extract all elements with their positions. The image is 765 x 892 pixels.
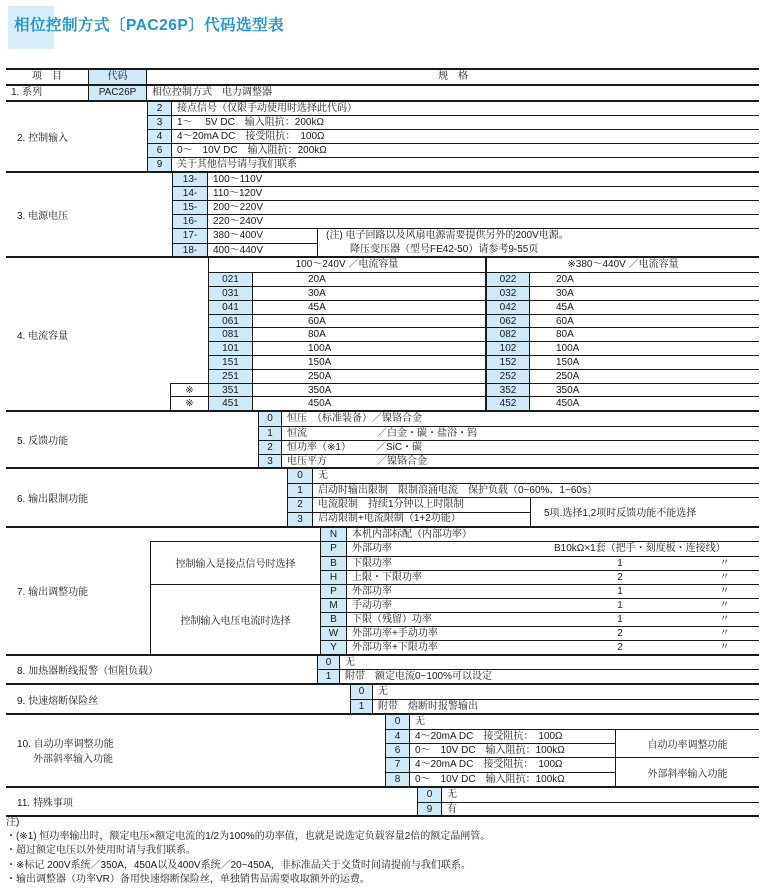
spec-cell: 0～ 10V DC 输入阻抗：100kΩ — [410, 743, 615, 757]
ditto-cell: 〃 — [690, 598, 759, 612]
table-row — [170, 314, 759, 328]
table-row — [417, 802, 759, 816]
subheader-cell: 100～240V ／电流容量 — [208, 258, 485, 272]
table-row — [170, 341, 759, 355]
code-cell: B — [320, 556, 347, 570]
qty-cell: 2 — [550, 626, 690, 640]
option-label: 下限功率 — [347, 556, 550, 570]
table-row-group — [172, 228, 759, 257]
value-cell: 100A — [530, 341, 759, 355]
option-label: 上限・下限功率 — [347, 570, 550, 584]
code-cell: 0 — [317, 656, 340, 670]
table-row — [170, 383, 759, 397]
spec-cell: 恒流 ／白金・碳・盐浴・钨 — [282, 426, 759, 440]
spec-table — [6, 68, 759, 817]
qty-cell: 1 — [550, 612, 690, 626]
note-line: 降压变压器（型号FE42-50）请参考9-55页 — [350, 243, 539, 255]
table-row — [170, 327, 759, 341]
spec-cell: 0～ 10V DC 输入阻抗：200kΩ — [172, 143, 759, 157]
subheader-cell: ※380～440V ／电流容量 — [485, 258, 759, 272]
item-label — [6, 715, 385, 786]
section-supply-voltage — [6, 171, 759, 257]
spec-cell: 电压平方 ／镍铬合金 — [282, 454, 759, 468]
section-control-input — [6, 100, 759, 171]
value-cell: 380～400V — [213, 229, 264, 241]
table-row — [320, 598, 759, 612]
note-cell — [317, 229, 759, 257]
code-cell: 252 — [485, 369, 530, 383]
table-row — [385, 772, 615, 786]
value-cell: 30A — [530, 286, 759, 300]
value-cell: 250A — [530, 369, 759, 383]
spacer-cell — [170, 341, 208, 355]
table-header-row — [6, 70, 759, 84]
section-current-capacity — [6, 256, 759, 410]
value-cell: 45A — [253, 300, 485, 314]
section-output-adjust — [6, 526, 759, 654]
code-cell: 102 — [485, 341, 530, 355]
note-line: (注) 电子回路以及风扇电源需要提供另外的200V电源。 — [326, 229, 569, 241]
table-row — [170, 286, 759, 300]
code-cell: 451 — [208, 396, 253, 410]
table-row — [172, 229, 317, 243]
spec-cell: 启动时输出限制 限制浪涌电流 保护负载（0~60%、1~60s） — [313, 483, 759, 497]
spec-cell: 4～20mA DC 接受阻抗： 100Ω — [415, 730, 563, 742]
code-cell: 9 — [147, 157, 172, 171]
spec-cell: 无 — [415, 715, 425, 727]
table-row — [385, 730, 615, 744]
code-cell: 1 — [287, 483, 313, 497]
item-label: 1. 系列 — [11, 86, 43, 98]
code-cell: 4 — [147, 129, 172, 143]
selector-cell: 控制输入是接点信号时选择 — [150, 542, 320, 583]
spec-cell: 无 — [318, 470, 328, 482]
spec-cell: 1～ 5V DC 输入阻抗：200kΩ — [172, 115, 759, 129]
table-row — [150, 528, 759, 542]
value-cell: 60A — [530, 314, 759, 328]
code-cell: 081 — [208, 327, 253, 341]
code-cell: 1 — [258, 426, 282, 440]
table-row — [320, 640, 759, 654]
footnotes — [6, 816, 759, 887]
code-cell: 061 — [208, 314, 253, 328]
code-cell: 3 — [287, 512, 313, 526]
spec-cell: 本机内部标配（内部功率） — [352, 528, 472, 540]
code-cell: 352 — [485, 383, 530, 397]
value-cell: 100～110V — [213, 173, 263, 185]
code-cell: 2 — [147, 102, 172, 116]
table-row-group — [150, 584, 759, 654]
table-row — [350, 685, 759, 699]
value-cell: 450A — [253, 396, 485, 410]
option-label: 外部功率 — [352, 585, 392, 597]
spacer-cell — [170, 369, 208, 383]
spec-cell: 启动限制+电流限制（1+2功能） — [313, 512, 530, 526]
code-cell: P — [320, 585, 347, 599]
spacer-cell — [170, 327, 208, 341]
table-row — [170, 355, 759, 369]
option-label: 手动功率 — [347, 598, 550, 612]
item-label-line1: 10. 自动功率调整功能 — [17, 739, 114, 751]
spec-cell: 4～20mA DC 接受阻抗： 100Ω — [172, 129, 759, 143]
footnote-line: ・※标记 200V系统／350A，450A以及400V系统／20~450A，非标准品关于交货时间请提前与我们联系。 — [6, 859, 471, 871]
code-cell: 0 — [258, 412, 282, 426]
value-cell: 60A — [253, 314, 485, 328]
value-cell: 30A — [253, 286, 485, 300]
code-cell: 452 — [485, 396, 530, 410]
spec-cell: 电流限制 持续1分钟以上时限制 — [318, 499, 464, 511]
ditto-cell: 〃 — [690, 626, 759, 640]
code-cell: 16- — [172, 214, 208, 228]
table-row — [320, 626, 759, 640]
code-cell: 032 — [485, 286, 530, 300]
qty-cell: 2 — [550, 640, 690, 654]
code-cell: 1 — [317, 669, 340, 683]
header-item: 项 目 — [32, 71, 62, 82]
spec-cell: 无 — [378, 686, 388, 698]
code-cell: 7 — [385, 758, 410, 772]
code-cell: 021 — [208, 272, 253, 286]
spec-cell: 恒功率（※1） ／SiC・碳 — [282, 440, 759, 454]
value-cell: 20A — [253, 272, 485, 286]
spec-cell: 接点信号（仅限手动使用时选择此代码） — [177, 102, 357, 114]
code-cell: 042 — [485, 300, 530, 314]
value-cell: 150A — [253, 355, 485, 369]
spec-cell: 无 — [345, 656, 355, 668]
code-cell: H — [320, 570, 347, 584]
table-row — [317, 669, 759, 683]
code-cell: 101 — [208, 341, 253, 355]
value-cell: 250A — [253, 369, 485, 383]
option-label: 下限（残留）功率 — [347, 612, 550, 626]
value-cell: 150A — [530, 355, 759, 369]
code-cell: 3 — [147, 115, 172, 129]
spacer-cell — [170, 272, 208, 286]
item-label: 11. 特殊事项 — [17, 798, 73, 810]
code-cell: 022 — [485, 272, 530, 286]
code-cell: 031 — [208, 286, 253, 300]
section-feedback — [6, 410, 759, 467]
value-cell: 100A — [253, 341, 485, 355]
code-cell: 2 — [258, 440, 282, 454]
option-label: 外部功率+手动功率 — [347, 626, 550, 640]
table-row — [147, 129, 759, 143]
table-row — [320, 570, 759, 584]
table-row — [172, 243, 317, 257]
value-cell: 20A — [530, 272, 759, 286]
code-cell: P — [320, 542, 347, 556]
table-row — [320, 612, 759, 626]
footnote-line: ・输出调整器（功率VR）备用快速熔断保险丝，单独销售品需要收取额外的运费。 — [6, 873, 370, 885]
table-row — [147, 157, 759, 171]
page-title: 相位控制方式〔PAC26P〕代码选型表 — [14, 17, 285, 34]
table-row — [320, 585, 759, 599]
item-label-line2: 外部斜率输入功能 — [33, 754, 113, 766]
value-cell: 220～240V — [208, 214, 759, 228]
code-cell: 3 — [258, 454, 282, 468]
spec-cell: 相位控制方式 电力调整器 — [152, 86, 272, 98]
code-cell: 0 — [350, 685, 373, 699]
value-cell: 350A — [530, 383, 759, 397]
code-cell: PAC26P — [88, 86, 147, 100]
spec-cell: 附带 额定电流0~100%可以设定 — [340, 669, 759, 683]
table-row — [170, 396, 759, 410]
qty-cell: 1 — [550, 556, 690, 570]
code-cell: 14- — [172, 186, 208, 200]
code-cell: N — [320, 528, 347, 542]
code-cell: 0 — [385, 715, 410, 729]
code-cell: Y — [320, 640, 347, 654]
section-auto-power — [6, 713, 759, 786]
spec-cell: 有 — [442, 802, 759, 816]
table-row-group — [385, 757, 759, 786]
code-cell: 4 — [385, 730, 410, 744]
code-cell: 0 — [417, 788, 442, 802]
spec-cell: 关于其他信号请与我们联系 — [172, 157, 759, 171]
item-label: 2. 控制输入 — [17, 132, 69, 144]
code-cell: W — [320, 626, 347, 640]
option-label: 外部功率 — [352, 543, 392, 555]
spacer-cell — [170, 286, 208, 300]
code-cell: 1 — [350, 699, 373, 713]
accessory-cell: B10kΩ×1套（把手・刻度板・连接线） — [554, 543, 726, 555]
table-row — [417, 788, 759, 802]
qty-cell: 1 — [550, 598, 690, 612]
note-cell: 自动功率调整功能 — [615, 730, 759, 758]
header-spec: 规 格 — [438, 71, 468, 82]
spacer-cell — [170, 355, 208, 369]
table-row — [350, 699, 759, 713]
table-row — [172, 214, 759, 228]
code-cell: 351 — [208, 383, 253, 397]
item-label: 8. 加热器断线报警（恒阻负载） — [17, 665, 159, 677]
code-cell: B — [320, 612, 347, 626]
ditto-cell: 〃 — [690, 612, 759, 626]
value-cell: 400～440V — [208, 243, 317, 257]
table-row — [172, 186, 759, 200]
ditto-cell: 〃 — [719, 585, 730, 597]
table-row — [320, 556, 759, 570]
note-cell: 5项.选择1,2项时反馈功能不能选择 — [530, 498, 759, 526]
option-label: 外部功率+下限功率 — [347, 640, 550, 654]
table-row — [258, 426, 759, 440]
code-cell: 9 — [417, 802, 442, 816]
table-row-group — [150, 541, 759, 583]
spacer-cell — [170, 258, 208, 272]
table-row — [385, 758, 615, 772]
value-cell: 110～120V — [208, 186, 759, 200]
qty-cell: 2 — [550, 570, 690, 584]
footnote-line: ・超过额定电压以外使用时请与我们联系。 — [6, 845, 196, 857]
spec-cell: 4～20mA DC 接受阻抗： 100Ω — [415, 759, 563, 771]
qty-cell: 1 — [617, 585, 623, 597]
table-row — [258, 440, 759, 454]
value-cell: 80A — [253, 327, 485, 341]
table-row — [317, 656, 759, 670]
table-row — [287, 483, 759, 497]
spacer-cell — [170, 314, 208, 328]
table-row — [287, 512, 530, 526]
table-row — [170, 369, 759, 383]
spec-cell: 恒压 （标准装备）／镍铬合金 — [287, 413, 422, 425]
section-heater-alarm — [6, 654, 759, 684]
item-label: 5. 反馈功能 — [17, 436, 69, 448]
code-cell: 151 — [208, 355, 253, 369]
table-row — [170, 300, 759, 314]
mark-cell: ※ — [170, 383, 208, 397]
section-special — [6, 786, 759, 816]
code-cell: 17- — [172, 229, 208, 243]
table-row-group — [385, 729, 759, 758]
selector-cell: 控制输入电压电流时选择 — [150, 585, 320, 654]
code-cell: 0 — [287, 469, 313, 483]
code-cell: M — [320, 598, 347, 612]
code-cell: 251 — [208, 369, 253, 383]
table-row — [287, 498, 530, 512]
spec-cell: 无 — [447, 788, 457, 800]
table-row-group — [287, 497, 759, 526]
value-cell: 450A — [530, 396, 759, 410]
code-cell: 152 — [485, 355, 530, 369]
code-cell: 041 — [208, 300, 253, 314]
code-cell: 15- — [172, 200, 208, 214]
table-row — [147, 102, 759, 116]
mark-cell: ※ — [170, 396, 208, 410]
table-row — [170, 272, 759, 286]
section-output-limit — [6, 467, 759, 525]
value-cell: 350A — [253, 383, 485, 397]
code-cell: 13- — [172, 173, 208, 187]
ditto-cell: 〃 — [690, 640, 759, 654]
value-cell: 45A — [530, 300, 759, 314]
table-row — [385, 743, 615, 757]
section-fast-fuse — [6, 683, 759, 713]
footnote-head: 注) — [6, 817, 20, 828]
table-row — [287, 469, 759, 483]
ditto-cell: 〃 — [690, 556, 759, 570]
item-label: 6. 输出限制功能 — [17, 493, 89, 505]
table-row — [172, 200, 759, 214]
section-series — [6, 84, 759, 100]
table-row — [258, 454, 759, 468]
table-row — [147, 143, 759, 157]
spec-cell: 附带 熔断时报警输出 — [373, 699, 759, 713]
code-cell: 8 — [385, 772, 410, 786]
code-cell: 082 — [485, 327, 530, 341]
table-row — [385, 715, 759, 729]
item-label: 3. 电源电压 — [17, 210, 69, 222]
table-subheader-row — [170, 258, 759, 272]
table-row — [172, 173, 759, 187]
table-row — [258, 412, 759, 426]
table-row — [147, 115, 759, 129]
table-row — [320, 542, 759, 556]
code-cell: 062 — [485, 314, 530, 328]
spacer-cell — [170, 300, 208, 314]
value-cell: 200～220V — [208, 200, 759, 214]
header-code: 代码 — [88, 70, 147, 84]
item-label: 4. 电流容量 — [17, 330, 69, 342]
item-label: 7. 输出调整功能 — [17, 587, 89, 599]
spec-cell: 0～ 10V DC 输入阻抗：100kΩ — [410, 772, 615, 786]
code-cell: 2 — [287, 498, 313, 512]
footnote-line: ・(※1) 恒功率输出时，额定电压×额定电流的1/2为100%的功率值，也就是说选定负载容量2倍的额定晶闸管。 — [6, 831, 491, 843]
code-cell: 6 — [147, 143, 172, 157]
note-cell: 外部斜率输入功能 — [615, 758, 759, 786]
item-label: 9. 快速熔断保险丝 — [17, 695, 99, 707]
ditto-cell: 〃 — [690, 570, 759, 584]
value-cell: 80A — [530, 327, 759, 341]
code-cell: 6 — [385, 743, 410, 757]
code-cell: 18- — [172, 243, 208, 257]
